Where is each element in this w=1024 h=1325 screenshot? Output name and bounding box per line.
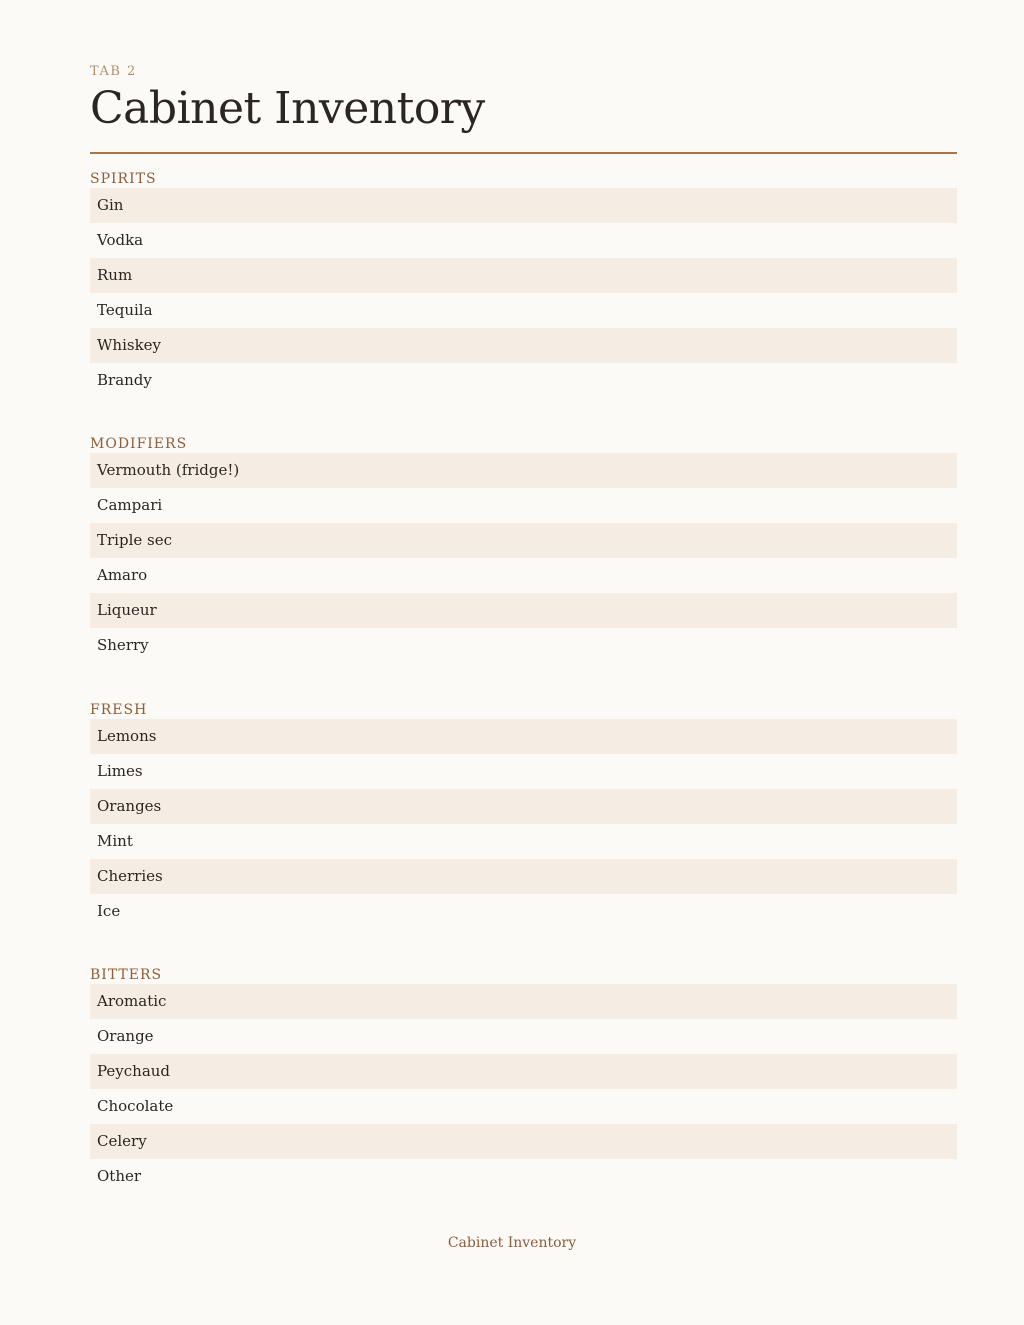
list-item: Vermouth (fridge!) <box>90 453 957 488</box>
list-item: Cherries <box>90 859 957 894</box>
list-item: Tequila <box>97 301 153 319</box>
list-item: Peychaud <box>90 1054 957 1089</box>
list-item: Campari <box>97 496 163 514</box>
list-item: Rum <box>90 258 957 293</box>
list-item: Mint <box>97 832 133 850</box>
list-item: Liqueur <box>90 593 957 628</box>
section-spirits <box>90 170 957 398</box>
list-item: Celery <box>90 1124 957 1159</box>
section-modifiers <box>90 435 957 663</box>
list-item: Aromatic <box>90 984 957 1019</box>
list-item: Ice <box>97 902 121 920</box>
section-heading: SPIRITS <box>90 171 157 187</box>
page-footer: Cabinet Inventory <box>447 1235 577 1251</box>
section-heading: MODIFIERS <box>90 436 188 452</box>
list-item: Vodka <box>97 231 144 249</box>
list-item: Lemons <box>90 719 957 754</box>
list-item: Brandy <box>97 371 152 389</box>
list-item: Triple sec <box>90 523 957 558</box>
list-item: Chocolate <box>97 1097 174 1115</box>
list-item: Orange <box>97 1027 154 1045</box>
list-item: Amaro <box>97 566 148 584</box>
section-heading: BITTERS <box>90 967 163 983</box>
page-title: Cabinet Inventory <box>90 83 485 134</box>
list-item: Sherry <box>97 636 149 654</box>
list-item: Gin <box>90 188 957 223</box>
section-fresh <box>90 701 957 929</box>
list-item: Oranges <box>90 789 957 824</box>
section-heading: FRESH <box>90 702 148 718</box>
section-bitters <box>90 966 957 1194</box>
list-item: Limes <box>97 762 143 780</box>
list-item: Other <box>97 1167 142 1185</box>
tab-label: TAB 2 <box>90 64 137 79</box>
title-divider <box>90 152 957 154</box>
list-item: Whiskey <box>90 328 957 363</box>
